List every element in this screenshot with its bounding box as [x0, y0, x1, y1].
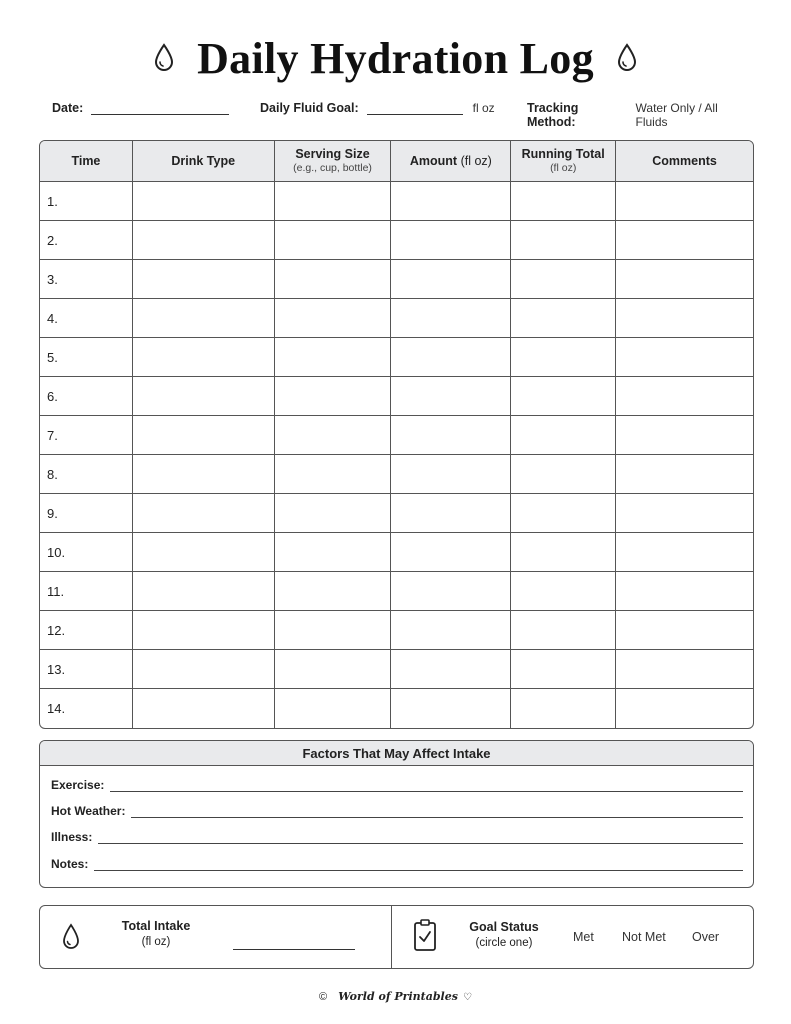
factor-input-line[interactable]	[110, 780, 743, 792]
time-cell[interactable]	[40, 416, 133, 455]
amount-cell[interactable]	[391, 455, 511, 494]
amount-cell[interactable]	[391, 650, 511, 689]
copyright-symbol: ©	[319, 991, 328, 1003]
row-number: 14.	[47, 701, 66, 716]
running-total-cell[interactable]	[511, 533, 616, 572]
row-number: 5.	[47, 349, 58, 365]
serving-size-cell[interactable]	[275, 611, 392, 650]
table-row	[40, 377, 753, 416]
header-fields	[52, 101, 752, 129]
time-cell[interactable]	[40, 338, 133, 377]
table-row	[40, 299, 753, 338]
time-cell[interactable]	[40, 182, 133, 221]
goal-status-label: Goal Status (circle one)	[469, 920, 539, 949]
tracking-method-options[interactable]: Water Only / All Fluids	[635, 101, 718, 129]
amount-cell[interactable]	[391, 221, 511, 260]
time-cell[interactable]	[40, 650, 133, 689]
water-drop-icon	[153, 43, 175, 73]
serving-size-cell[interactable]	[275, 572, 392, 611]
serving-size-cell[interactable]	[275, 377, 392, 416]
serving-size-cell[interactable]	[275, 494, 392, 533]
drink-type-cell[interactable]	[133, 689, 275, 728]
drink-type-cell[interactable]	[133, 533, 275, 572]
running-total-cell[interactable]	[511, 221, 616, 260]
factor-label: Notes:	[51, 857, 89, 871]
row-number: 10.	[47, 544, 66, 560]
drink-type-cell[interactable]	[133, 650, 275, 689]
clipboard-check-icon	[413, 918, 437, 952]
table-row	[40, 533, 753, 572]
fluid-goal-label: Daily Fluid Goal:	[260, 101, 359, 115]
factor-input-line[interactable]	[94, 859, 743, 871]
table-row	[40, 182, 753, 221]
amount-cell[interactable]	[391, 494, 511, 533]
serving-size-cell[interactable]	[275, 221, 392, 260]
drink-type-cell[interactable]	[133, 221, 275, 260]
running-total-cell[interactable]	[511, 377, 616, 416]
time-cell[interactable]	[40, 611, 133, 650]
table-row	[40, 260, 753, 299]
drink-type-cell[interactable]	[133, 455, 275, 494]
footer	[0, 990, 791, 1010]
serving-size-cell[interactable]	[275, 650, 392, 689]
row-number: 4.	[47, 310, 58, 326]
row-number: 7.	[47, 427, 58, 443]
serving-size-cell[interactable]	[275, 455, 392, 494]
serving-size-cell[interactable]	[275, 182, 392, 221]
drink-type-cell[interactable]	[133, 260, 275, 299]
factor-label: Illness:	[51, 830, 93, 844]
drink-type-cell[interactable]	[133, 416, 275, 455]
table-header-row	[40, 141, 753, 182]
row-number: 6.	[47, 388, 58, 404]
drink-type-cell[interactable]	[133, 338, 275, 377]
comments-cell[interactable]	[616, 260, 753, 299]
time-cell[interactable]	[40, 455, 133, 494]
col-header-comments: Comments	[616, 141, 753, 182]
serving-size-cell[interactable]	[275, 260, 392, 299]
table-row	[40, 689, 753, 728]
running-total-cell[interactable]	[511, 455, 616, 494]
time-cell[interactable]	[40, 572, 133, 611]
factor-notes[interactable]	[51, 855, 743, 871]
col-header-running-total: Running Total (fl oz)	[511, 141, 616, 182]
factor-exercise[interactable]	[51, 776, 743, 792]
time-cell[interactable]	[40, 260, 133, 299]
running-total-cell[interactable]	[511, 650, 616, 689]
comments-cell[interactable]	[616, 416, 753, 455]
comments-cell[interactable]	[616, 650, 753, 689]
table-row	[40, 572, 753, 611]
running-total-cell[interactable]	[511, 182, 616, 221]
row-number: 2.	[47, 232, 58, 248]
table-body	[40, 182, 753, 728]
comments-cell[interactable]	[616, 182, 753, 221]
drink-type-cell[interactable]	[133, 611, 275, 650]
running-total-cell[interactable]	[511, 299, 616, 338]
time-cell[interactable]	[40, 221, 133, 260]
row-number: 3.	[47, 271, 58, 287]
drink-type-cell[interactable]	[133, 299, 275, 338]
row-number: 13.	[47, 661, 66, 677]
amount-cell[interactable]	[391, 260, 511, 299]
comments-cell[interactable]	[616, 299, 753, 338]
col-header-drink-type: Drink Type	[133, 141, 275, 182]
total-intake-input-line[interactable]	[233, 949, 355, 950]
drink-type-cell[interactable]	[133, 494, 275, 533]
comments-cell[interactable]	[616, 689, 753, 728]
time-cell[interactable]	[40, 689, 133, 728]
time-cell[interactable]	[40, 377, 133, 416]
time-cell[interactable]	[40, 533, 133, 572]
fluid-goal-field[interactable]	[260, 101, 495, 115]
factor-input-line[interactable]	[98, 832, 743, 844]
water-drop-icon	[616, 43, 638, 73]
col-header-amount: Amount (fl oz)	[391, 141, 511, 182]
fluid-goal-input-line[interactable]	[367, 103, 463, 115]
goal-option-over[interactable]: Over	[692, 930, 720, 944]
factors-heading: Factors That May Affect Intake	[40, 741, 753, 766]
comments-cell[interactable]	[616, 377, 753, 416]
row-number: 11.	[47, 583, 65, 599]
comments-cell[interactable]	[616, 221, 753, 260]
running-total-cell[interactable]	[511, 611, 616, 650]
date-input-line[interactable]	[91, 103, 229, 115]
table-row	[40, 416, 753, 455]
amount-cell[interactable]	[391, 416, 511, 455]
factors-box	[39, 740, 754, 888]
running-total-cell[interactable]	[511, 338, 616, 377]
table-row	[40, 455, 753, 494]
title-row	[0, 28, 791, 88]
amount-cell[interactable]	[391, 611, 511, 650]
running-total-cell[interactable]	[511, 689, 616, 728]
factor-input-line[interactable]	[131, 806, 743, 818]
comments-cell[interactable]	[616, 533, 753, 572]
summary-box	[39, 905, 754, 969]
comments-cell[interactable]	[616, 494, 753, 533]
row-number: 8.	[47, 466, 58, 482]
col-header-time: Time	[40, 141, 133, 182]
row-number: 12.	[47, 622, 66, 638]
hydration-log-table	[39, 140, 754, 729]
tracking-method-label: Tracking Method:	[527, 101, 579, 129]
amount-cell[interactable]	[391, 182, 511, 221]
table-row	[40, 221, 753, 260]
goal-option-not-met[interactable]: Not Met	[622, 930, 666, 944]
table-row	[40, 494, 753, 533]
heart-icon: ♡	[462, 992, 472, 1003]
summary-divider	[391, 906, 392, 968]
table-row	[40, 650, 753, 689]
amount-cell[interactable]	[391, 689, 511, 728]
amount-cell[interactable]	[391, 377, 511, 416]
running-total-cell[interactable]	[511, 572, 616, 611]
col-header-serving-size: Serving Size (e.g., cup, bottle)	[275, 141, 392, 182]
serving-size-cell[interactable]	[275, 689, 392, 728]
comments-cell[interactable]	[616, 611, 753, 650]
serving-size-cell[interactable]	[275, 299, 392, 338]
serving-size-cell[interactable]	[275, 338, 392, 377]
time-cell[interactable]	[40, 299, 133, 338]
factor-hot-weather[interactable]	[51, 802, 743, 818]
table-row	[40, 611, 753, 650]
running-total-cell[interactable]	[511, 494, 616, 533]
comments-cell[interactable]	[616, 338, 753, 377]
amount-cell[interactable]	[391, 299, 511, 338]
brand-logo: World of Printables	[338, 990, 458, 1003]
total-intake-label: Total Intake (fl oz)	[121, 919, 191, 948]
date-field[interactable]	[52, 101, 229, 115]
date-label: Date:	[52, 101, 84, 115]
amount-cell[interactable]	[391, 338, 511, 377]
time-cell[interactable]	[40, 494, 133, 533]
amount-cell[interactable]	[391, 533, 511, 572]
goal-option-met[interactable]: Met	[573, 930, 594, 944]
water-drop-icon	[61, 923, 81, 951]
running-total-cell[interactable]	[511, 416, 616, 455]
comments-cell[interactable]	[616, 455, 753, 494]
serving-size-cell[interactable]	[275, 416, 392, 455]
amount-cell[interactable]	[391, 572, 511, 611]
tracking-method-field	[527, 101, 752, 129]
table-row	[40, 338, 753, 377]
row-number: 1.	[47, 193, 58, 209]
factor-illness[interactable]	[51, 828, 743, 844]
row-number: 9.	[47, 505, 58, 521]
fluid-goal-unit: fl oz	[472, 101, 495, 115]
comments-cell[interactable]	[616, 572, 753, 611]
drink-type-cell[interactable]	[133, 572, 275, 611]
factor-label: Hot Weather:	[51, 804, 126, 818]
drink-type-cell[interactable]	[133, 377, 275, 416]
factor-label: Exercise:	[51, 778, 105, 792]
drink-type-cell[interactable]	[133, 182, 275, 221]
serving-size-cell[interactable]	[275, 533, 392, 572]
running-total-cell[interactable]	[511, 260, 616, 299]
page-title: Daily Hydration Log	[197, 33, 594, 83]
